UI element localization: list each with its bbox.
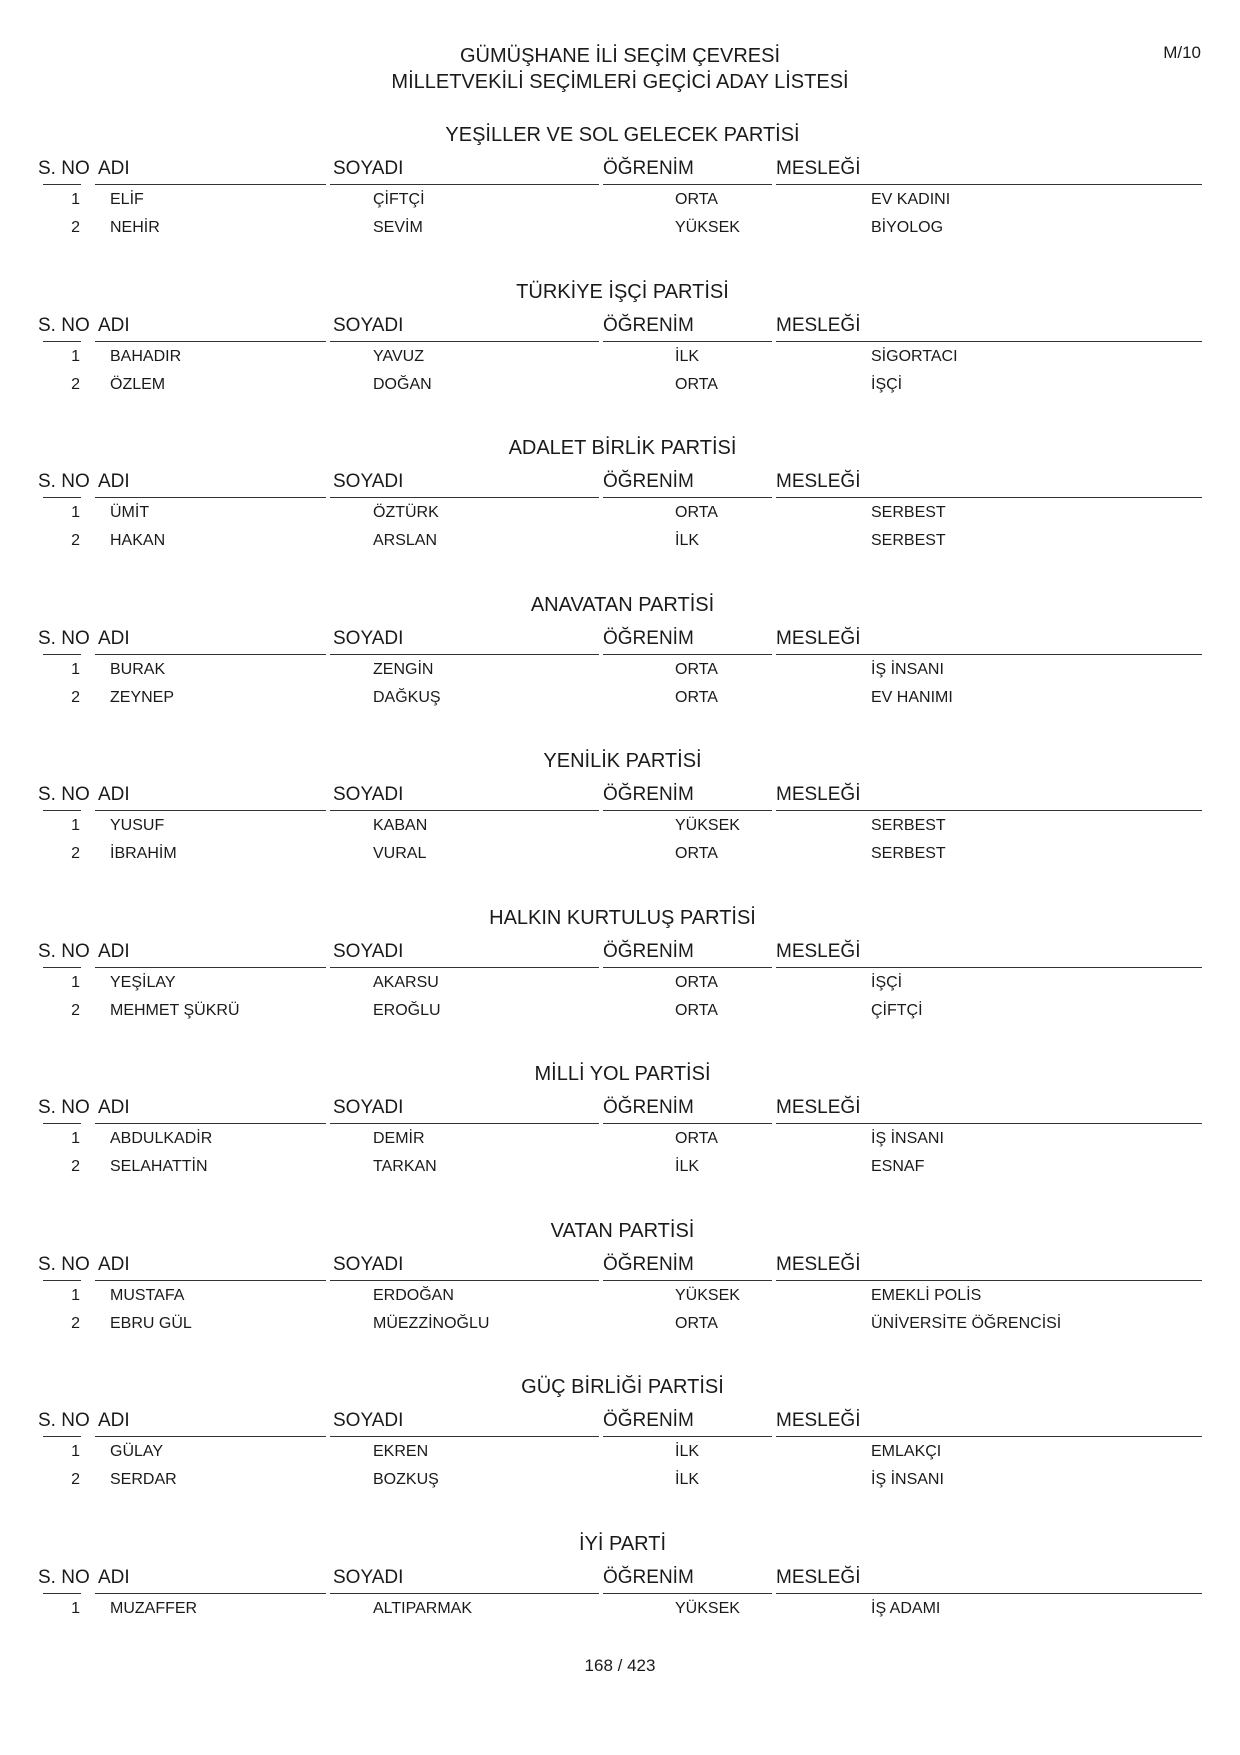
party-name: ANAVATAN PARTİSİ xyxy=(530,593,715,616)
header-underline xyxy=(95,1436,326,1437)
column-header-meslegi: MESLEĞİ xyxy=(776,784,861,805)
header-underline xyxy=(603,1280,772,1281)
party-name: ADALET BİRLİK PARTİSİ xyxy=(508,437,737,459)
cell-sira-no: 1 xyxy=(71,973,80,991)
table-header xyxy=(38,1410,1202,1434)
table-row xyxy=(43,504,1202,528)
table-row xyxy=(43,817,1202,841)
column-header-ogrenim: ÖĞRENİM xyxy=(603,158,694,179)
header-underline xyxy=(603,810,772,811)
cell-ogrenim: ORTA xyxy=(675,504,718,521)
table-header xyxy=(38,940,1202,965)
header-underline xyxy=(603,341,772,342)
cell-ogrenim: İLK xyxy=(675,1471,700,1488)
table-row xyxy=(43,689,1202,713)
column-header-ogrenim: ÖĞRENİM xyxy=(603,1566,694,1588)
column-header-adi: ADI xyxy=(98,1097,130,1118)
document-title xyxy=(0,43,1240,95)
cell-ogrenim: İLK xyxy=(675,347,700,365)
cell-meslegi: SERBEST xyxy=(871,532,946,549)
header-underline xyxy=(43,1436,81,1437)
column-header-ogrenim: ÖĞRENİM xyxy=(603,1097,694,1118)
header-underline xyxy=(95,1280,326,1281)
cell-sira-no: 1 xyxy=(71,1286,80,1304)
column-header-ogrenim: ÖĞRENİM xyxy=(603,1410,694,1431)
cell-ogrenim: YÜKSEK xyxy=(675,1599,740,1617)
cell-adi: BAHADIR xyxy=(110,347,182,365)
page-number: 168 / 423 xyxy=(584,1656,656,1675)
cell-meslegi: SERBEST xyxy=(871,817,946,834)
header-underline xyxy=(330,654,599,655)
cell-meslegi: EV KADINI xyxy=(871,191,951,208)
table-row xyxy=(43,1315,1202,1339)
column-header-sira-no: S. NO xyxy=(38,1566,90,1588)
table-header xyxy=(38,1097,1202,1121)
cell-sira-no: 2 xyxy=(71,1158,80,1175)
cell-adi: MUSTAFA xyxy=(110,1286,185,1304)
page-code: M/10 xyxy=(1163,43,1201,62)
cell-ogrenim: YÜKSEK xyxy=(675,219,740,236)
cell-adi: EBRU GÜL xyxy=(110,1314,192,1332)
column-header-soyadi: SOYADI xyxy=(333,1253,404,1275)
column-header-sira-no: S. NO xyxy=(38,314,90,336)
header-underline xyxy=(43,1280,81,1281)
cell-soyadi: SEVİM xyxy=(373,219,423,236)
header-underline xyxy=(43,341,81,342)
header-underline xyxy=(776,1123,1202,1124)
cell-ogrenim: YÜKSEK xyxy=(675,817,740,834)
cell-adi: İBRAHİM xyxy=(110,845,177,862)
cell-sira-no: 2 xyxy=(71,375,80,393)
header-underline xyxy=(95,1593,326,1594)
cell-sira-no: 2 xyxy=(71,219,80,236)
cell-sira-no: 2 xyxy=(71,688,80,706)
party-section xyxy=(38,118,1202,275)
header-underline xyxy=(776,1436,1202,1437)
header-underline xyxy=(95,497,326,498)
header-underline xyxy=(603,967,772,968)
column-header-meslegi: MESLEĞİ xyxy=(776,1253,861,1275)
table-row xyxy=(43,191,1202,215)
column-header-meslegi: MESLEĞİ xyxy=(776,471,861,492)
party-name: MİLLİ YOL PARTİSİ xyxy=(534,1063,711,1085)
table-header xyxy=(38,627,1202,652)
party-section xyxy=(38,275,1202,432)
party-name: HALKIN KURTULUŞ PARTİSİ xyxy=(489,906,756,929)
table-row xyxy=(43,1443,1202,1467)
column-header-sira-no: S. NO xyxy=(38,1410,90,1431)
cell-adi: ÖZLEM xyxy=(110,375,166,393)
cell-sira-no: 1 xyxy=(71,191,80,208)
header-underline xyxy=(776,184,1202,185)
column-header-ogrenim: ÖĞRENİM xyxy=(603,940,694,962)
header-underline xyxy=(776,341,1202,342)
header-underline xyxy=(43,497,81,498)
table-row xyxy=(43,532,1202,556)
cell-soyadi: ARSLAN xyxy=(373,532,438,549)
cell-soyadi: ALTIPARMAK xyxy=(373,1599,472,1617)
column-header-ogrenim: ÖĞRENİM xyxy=(603,627,694,649)
cell-sira-no: 2 xyxy=(71,1001,80,1019)
header-underline xyxy=(43,1593,81,1594)
table-row xyxy=(43,348,1202,372)
cell-soyadi: MÜEZZİNOĞLU xyxy=(373,1314,490,1332)
cell-adi: HAKAN xyxy=(110,532,166,549)
column-header-adi: ADI xyxy=(98,471,130,492)
header-underline xyxy=(330,810,599,811)
cell-meslegi: ESNAF xyxy=(871,1158,925,1175)
header-underline xyxy=(95,810,326,811)
header-underline xyxy=(330,1123,599,1124)
header-underline xyxy=(43,654,81,655)
header-underline xyxy=(330,184,599,185)
header-underline xyxy=(603,184,772,185)
party-section xyxy=(38,1057,1202,1214)
cell-sira-no: 1 xyxy=(71,504,80,521)
cell-meslegi: İŞ İNSANI xyxy=(871,1130,944,1147)
column-header-adi: ADI xyxy=(98,1410,130,1431)
column-header-ogrenim: ÖĞRENİM xyxy=(603,784,694,805)
cell-meslegi: EMLAKÇI xyxy=(871,1443,942,1460)
column-header-meslegi: MESLEĞİ xyxy=(776,627,861,649)
cell-sira-no: 1 xyxy=(71,817,80,834)
cell-adi: ABDULKADİR xyxy=(110,1130,213,1147)
cell-adi: MUZAFFER xyxy=(110,1599,198,1617)
header-underline xyxy=(330,497,599,498)
cell-ogrenim: ORTA xyxy=(675,973,718,991)
header-underline xyxy=(95,967,326,968)
column-header-meslegi: MESLEĞİ xyxy=(776,1566,861,1588)
cell-soyadi: AKARSU xyxy=(373,973,439,991)
cell-soyadi: BOZKUŞ xyxy=(373,1471,439,1488)
cell-adi: GÜLAY xyxy=(110,1443,164,1460)
party-section xyxy=(38,744,1202,901)
header-underline xyxy=(330,1593,599,1594)
column-header-sira-no: S. NO xyxy=(38,471,90,492)
column-header-ogrenim: ÖĞRENİM xyxy=(603,314,694,336)
header-underline xyxy=(330,967,599,968)
header-underline xyxy=(603,1123,772,1124)
cell-meslegi: SERBEST xyxy=(871,504,946,521)
table-row xyxy=(43,1130,1202,1154)
cell-meslegi: İŞ İNSANI xyxy=(871,1471,944,1488)
title-line-2: MİLLETVEKİLİ SEÇİMLERİ GEÇİCİ ADAY LİSTESİ xyxy=(391,71,849,93)
table-row xyxy=(43,376,1202,400)
cell-ogrenim: ORTA xyxy=(675,845,718,862)
cell-soyadi: ÇİFTÇİ xyxy=(373,191,425,208)
cell-soyadi: ÖZTÜRK xyxy=(373,504,439,521)
column-header-ogrenim: ÖĞRENİM xyxy=(603,1253,694,1275)
cell-adi: ZEYNEP xyxy=(110,688,175,706)
column-header-soyadi: SOYADI xyxy=(333,314,404,336)
table-row xyxy=(43,1600,1202,1624)
table-header xyxy=(38,158,1202,182)
table-row xyxy=(43,1287,1202,1311)
cell-sira-no: 1 xyxy=(71,660,80,678)
table-row xyxy=(43,845,1202,869)
cell-adi: ELİF xyxy=(110,191,144,208)
column-header-soyadi: SOYADI xyxy=(333,158,404,179)
header-underline xyxy=(43,184,81,185)
cell-sira-no: 1 xyxy=(71,347,80,365)
party-name: YENİLİK PARTİSİ xyxy=(543,750,702,772)
cell-soyadi: VURAL xyxy=(373,845,427,862)
column-header-meslegi: MESLEĞİ xyxy=(776,158,861,179)
header-underline xyxy=(43,1123,81,1124)
cell-soyadi: DAĞKUŞ xyxy=(373,688,441,706)
column-header-soyadi: SOYADI xyxy=(333,1566,404,1588)
column-header-adi: ADI xyxy=(98,940,130,962)
cell-sira-no: 2 xyxy=(71,1314,80,1332)
title-line-1: GÜMÜŞHANE İLİ SEÇİM ÇEVRESİ xyxy=(459,45,781,67)
cell-sira-no: 1 xyxy=(71,1599,80,1617)
cell-meslegi: BİYOLOG xyxy=(871,219,944,236)
column-header-soyadi: SOYADI xyxy=(333,627,404,649)
cell-ogrenim: ORTA xyxy=(675,688,718,706)
column-header-adi: ADI xyxy=(98,1566,130,1588)
cell-meslegi: SERBEST xyxy=(871,845,946,862)
header-underline xyxy=(776,810,1202,811)
cell-meslegi: İŞ İNSANI xyxy=(871,660,944,678)
cell-adi: SERDAR xyxy=(110,1471,177,1488)
column-header-sira-no: S. NO xyxy=(38,1253,90,1275)
header-underline xyxy=(603,497,772,498)
cell-ogrenim: ORTA xyxy=(675,191,718,208)
column-header-soyadi: SOYADI xyxy=(333,1097,404,1118)
cell-ogrenim: İLK xyxy=(675,1443,700,1460)
cell-soyadi: TARKAN xyxy=(373,1158,437,1175)
party-name: YEŞİLLER VE SOL GELECEK PARTİSİ xyxy=(445,124,800,146)
column-header-adi: ADI xyxy=(98,627,130,649)
party-name: İYİ PARTİ xyxy=(578,1532,667,1555)
column-header-soyadi: SOYADI xyxy=(333,471,404,492)
cell-ogrenim: ORTA xyxy=(675,1130,718,1147)
cell-adi: MEHMET ŞÜKRÜ xyxy=(110,1001,240,1019)
cell-ogrenim: İLK xyxy=(675,1158,700,1175)
party-section xyxy=(38,1370,1202,1527)
header-underline xyxy=(776,654,1202,655)
cell-adi: NEHİR xyxy=(110,219,160,236)
header-underline xyxy=(43,967,81,968)
column-header-sira-no: S. NO xyxy=(38,1097,90,1118)
header-underline xyxy=(95,184,326,185)
cell-soyadi: EKREN xyxy=(373,1443,429,1460)
cell-meslegi: İŞ ADAMI xyxy=(871,1599,941,1617)
column-header-adi: ADI xyxy=(98,314,130,336)
table-row xyxy=(43,1002,1202,1026)
cell-soyadi: YAVUZ xyxy=(373,347,424,365)
column-header-sira-no: S. NO xyxy=(38,784,90,805)
cell-adi: YUSUF xyxy=(110,817,165,834)
cell-adi: SELAHATTİN xyxy=(110,1158,208,1175)
cell-meslegi: ÜNİVERSİTE ÖĞRENCİSİ xyxy=(871,1314,1062,1332)
cell-adi: YEŞİLAY xyxy=(110,973,176,991)
table-header xyxy=(38,784,1202,808)
header-underline xyxy=(43,810,81,811)
header-underline xyxy=(95,1123,326,1124)
table-row xyxy=(43,1471,1202,1495)
column-header-soyadi: SOYADI xyxy=(333,940,404,962)
cell-soyadi: ZENGİN xyxy=(373,660,434,678)
header-underline xyxy=(95,341,326,342)
table-row xyxy=(43,974,1202,998)
cell-soyadi: KABAN xyxy=(373,817,428,834)
cell-meslegi: İŞÇİ xyxy=(871,375,903,393)
cell-meslegi: İŞÇİ xyxy=(871,973,903,991)
cell-meslegi: SİGORTACI xyxy=(871,347,958,365)
column-header-ogrenim: ÖĞRENİM xyxy=(603,471,694,492)
header-underline xyxy=(776,497,1202,498)
header-underline xyxy=(603,1593,772,1594)
table-row xyxy=(43,1158,1202,1182)
column-header-soyadi: SOYADI xyxy=(333,1410,404,1431)
cell-ogrenim: İLK xyxy=(675,532,700,549)
column-header-sira-no: S. NO xyxy=(38,627,90,649)
column-header-sira-no: S. NO xyxy=(38,940,90,962)
cell-adi: ÜMİT xyxy=(110,504,150,521)
cell-sira-no: 1 xyxy=(71,1443,80,1460)
party-section xyxy=(38,1214,1202,1371)
header-underline xyxy=(330,1436,599,1437)
header-underline xyxy=(603,654,772,655)
column-header-meslegi: MESLEĞİ xyxy=(776,940,861,962)
table-row xyxy=(43,219,1202,243)
header-underline xyxy=(95,654,326,655)
column-header-meslegi: MESLEĞİ xyxy=(776,1097,861,1118)
party-name: GÜÇ BİRLİĞİ PARTİSİ xyxy=(521,1376,724,1398)
party-section xyxy=(38,588,1202,745)
header-underline xyxy=(330,1280,599,1281)
table-header xyxy=(38,471,1202,495)
cell-sira-no: 2 xyxy=(71,532,80,549)
cell-meslegi: EMEKLİ POLİS xyxy=(871,1286,982,1304)
column-header-adi: ADI xyxy=(98,784,130,805)
cell-adi: BURAK xyxy=(110,660,166,678)
header-underline xyxy=(776,967,1202,968)
cell-soyadi: DEMİR xyxy=(373,1130,425,1147)
column-header-adi: ADI xyxy=(98,158,130,179)
column-header-meslegi: MESLEĞİ xyxy=(776,1410,861,1431)
table-header xyxy=(38,314,1202,339)
column-header-meslegi: MESLEĞİ xyxy=(776,314,861,336)
cell-sira-no: 2 xyxy=(71,1471,80,1488)
cell-ogrenim: ORTA xyxy=(675,660,718,678)
cell-ogrenim: ORTA xyxy=(675,1001,718,1019)
party-name: TÜRKİYE İŞÇİ PARTİSİ xyxy=(516,280,729,303)
cell-soyadi: DOĞAN xyxy=(373,375,432,393)
party-name: VATAN PARTİSİ xyxy=(550,1219,695,1242)
cell-meslegi: EV HANIMI xyxy=(871,688,953,706)
party-section xyxy=(38,901,1202,1058)
column-header-sira-no: S. NO xyxy=(38,158,90,179)
header-underline xyxy=(330,341,599,342)
cell-sira-no: 1 xyxy=(71,1130,80,1147)
cell-soyadi: ERDOĞAN xyxy=(373,1286,454,1304)
cell-sira-no: 2 xyxy=(71,845,80,862)
header-underline xyxy=(776,1280,1202,1281)
header-underline xyxy=(603,1436,772,1437)
cell-ogrenim: ORTA xyxy=(675,1314,718,1332)
cell-ogrenim: YÜKSEK xyxy=(675,1286,740,1304)
party-list xyxy=(38,118,1202,1683)
column-header-adi: ADI xyxy=(98,1253,130,1275)
table-header xyxy=(38,1253,1202,1278)
table-row xyxy=(43,661,1202,685)
column-header-soyadi: SOYADI xyxy=(333,784,404,805)
cell-soyadi: EROĞLU xyxy=(373,1001,441,1019)
cell-ogrenim: ORTA xyxy=(675,375,718,393)
cell-meslegi: ÇİFTÇİ xyxy=(871,1001,923,1019)
table-header xyxy=(38,1566,1202,1591)
header-underline xyxy=(776,1593,1202,1594)
party-section xyxy=(38,431,1202,588)
